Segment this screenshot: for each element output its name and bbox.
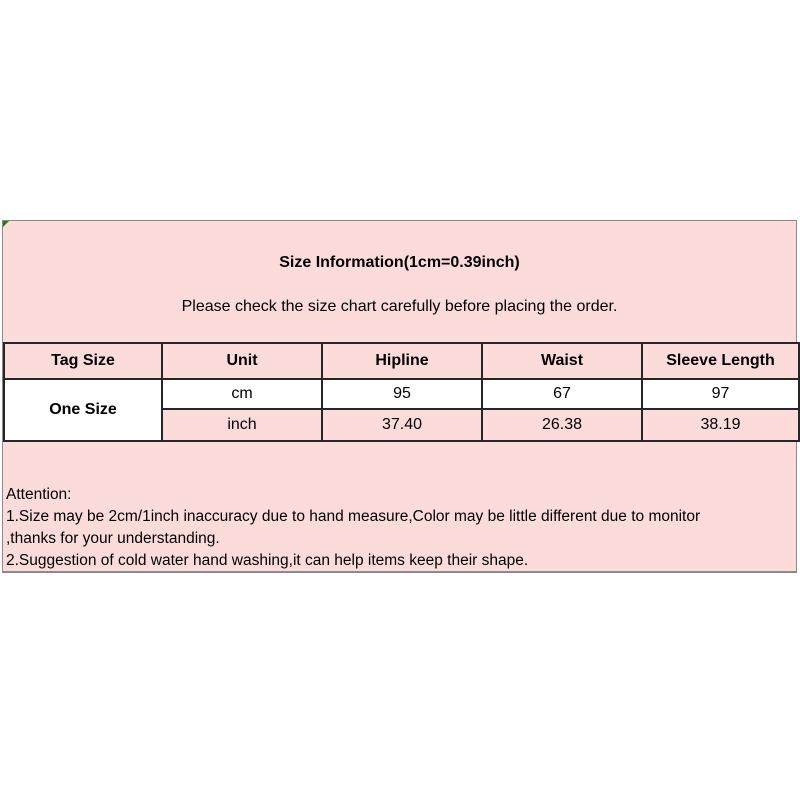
- size-info-title: Size Information(1cm=0.39inch): [279, 254, 520, 271]
- attention-section: [3, 442, 796, 571]
- size-table: [3, 342, 800, 442]
- table-header-row: [4, 343, 799, 379]
- column-header-waist: Waist: [482, 343, 642, 379]
- attention-line: 1.Size may be 2cm/1inch inaccuracy due to hand measure,Color may be little different due to monitor: [6, 508, 701, 525]
- column-header-hipline: Hipline: [322, 343, 482, 379]
- tag-size-value: One Size: [4, 379, 162, 441]
- unit-cm-cell: cm: [162, 379, 322, 409]
- table-row-cm: [4, 379, 799, 409]
- hipline-inch-cell: 37.40: [322, 409, 482, 441]
- size-info-subtitle: Please check the size chart carefully before placing the order.: [181, 298, 618, 315]
- attention-heading: Attention:: [6, 486, 72, 503]
- sleeve-length-cm-cell: 97: [642, 379, 799, 409]
- column-header-tag-size: Tag Size: [4, 343, 162, 379]
- hipline-cm-cell: 95: [322, 379, 482, 409]
- intro-section: [3, 221, 796, 342]
- column-header-unit: Unit: [162, 343, 322, 379]
- green-triangle-icon: [3, 221, 9, 227]
- unit-inch-cell: inch: [162, 409, 322, 441]
- waist-cm-cell: 67: [482, 379, 642, 409]
- column-header-sleeve-length: Sleeve Length: [642, 343, 799, 379]
- attention-line: 2.Suggestion of cold water hand washing,it can help items keep their shape.: [6, 552, 529, 569]
- attention-line: ,thanks for your understanding.: [6, 530, 220, 547]
- sleeve-length-inch-cell: 38.19: [642, 409, 799, 441]
- size-chart-sheet: [2, 220, 797, 573]
- waist-inch-cell: 26.38: [482, 409, 642, 441]
